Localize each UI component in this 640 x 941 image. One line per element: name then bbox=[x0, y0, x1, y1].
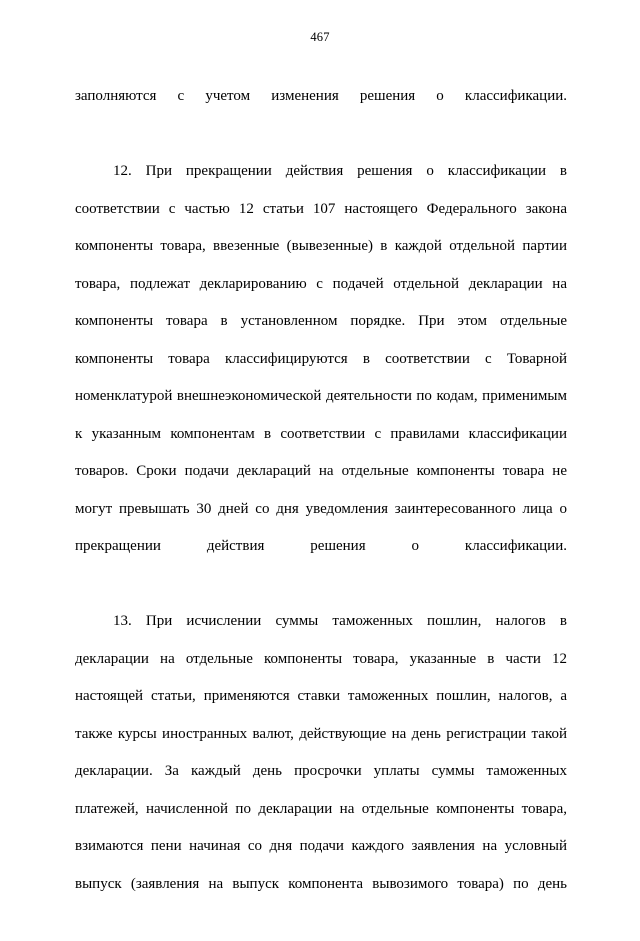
paragraph-13: 13. При исчислении суммы таможенных пошлин, налогов в декларации на отдельные компоненты товара, указанные в части 12 настоящей статьи, применяются ставки таможенных пошлин, налогов, а также курсы иностранных валют, действующие на день регистрации такой декларации. За каждый день просрочки уплаты суммы таможенных платежей, начисленной по декларации на отдельные компоненты товара, взимаются пени начиная со дня подачи каждого заявления на условный выпуск (заявления на выпуск компонента вывозимого товара) по день bbox=[75, 613, 567, 892]
paragraph-12: 12. При прекращении действия решения о классификации в соответствии с частью 12 статьи 107 настоящего Федерального закона компоненты товара, ввезенные (вывезенные) в каждой отдельной партии товара, подлежат декларированию с подачей отдельной декларации на компоненты товара в установленном порядке. При этом отдельные компоненты товара классифицируются в соответствии с Товарной номенклатурой внешнеэкономической деятельности по кодам, применимым к указанным компонентам в соответствии с правилами классификации товаров. Сроки подачи деклараций на отдельные компоненты товара не могут превышать 30 дней со дня уведомления заинтересованного лица о прекращении действия решения о классификации. bbox=[75, 163, 567, 554]
paragraph-continuation: заполняются с учетом изменения решения о классификации. bbox=[75, 88, 567, 104]
document-body bbox=[75, 78, 567, 941]
page-number: 467 bbox=[310, 30, 330, 44]
